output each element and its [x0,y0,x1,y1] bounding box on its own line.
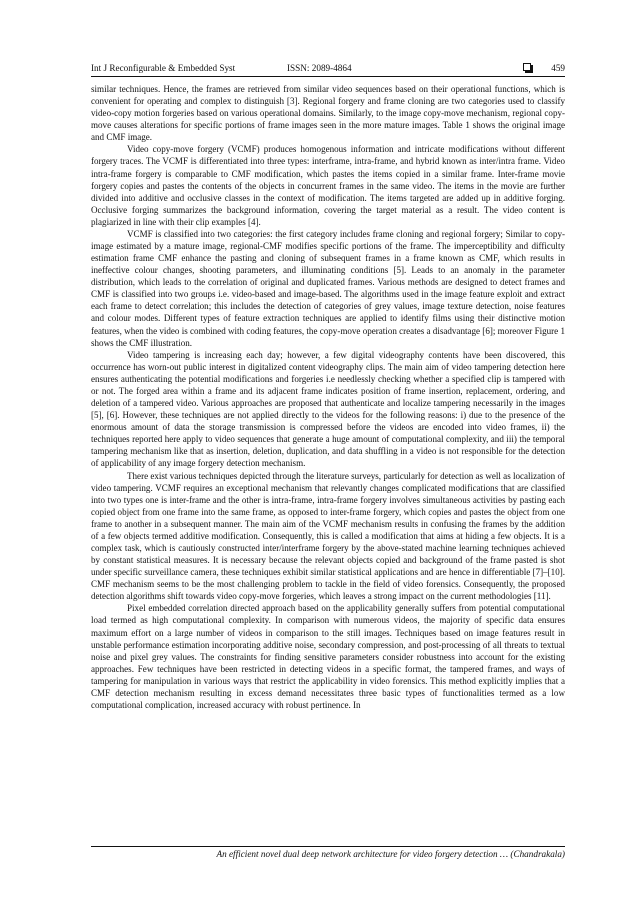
paragraph-1: similar techniques. Hence, the frames are retrieved from similar video sequences based on their operational functions, which is convenient for operating and complex to distinguish [3]. Regional forgery and frame cloning are two categories used to classify video-copy motion forgeries based on various operational domains. Similarly, to the image copy-move mechanism, regional copy-move causes alterations for specific portions of frame images seen in the more mature images. Table 1 shows the original image and CMF image. [91,84,565,143]
paragraph-4: Video tampering is increasing each day; however, a few digital videography contents have been discovered, this occurrence has worn-out public interest in digitalized content videography clips. The main aim of video tampering detection here ensures authenticating the potential modifications and forgeries i.e needlessly checking whether a specified clip is tampered with or not. The forged area within a frame and its adjacent frame indicates position of frame insertion, replacement, ordering, and deletion of a tampered video. Various approaches are proposed that authenticate and localize tampering necessarily in the images [5], [6]. However, these techniques are not applied directly to the videos for the following reasons: i) due to the presence of the enormous amount of data the storage transmission is compressed before the videos are encoded into video frames, ii) the techniques reported here apply to video sequences that generate a huge amount of computational complexity, and iii) the temporal tampering mechanism like that as insertion, deletion, duplication, and data shuffling in a video is not responsible for the detection of applicability of any image forgery detection mechanism. [91,349,565,469]
issn: ISSN: 2089-4864 [287,63,352,73]
running-header [91,61,565,75]
paragraph-5: There exist various techniques depicted through the literature surveys, particularly for detection as well as localization of video tampering. VCMF requires an exceptional mechanism that relevantly changes complicated modifications that are classified into two types one is inter-frame and the other is intra-frame, intra-frame forgery involves simultaneous activities by pasting each copied object from one frame into the same frame, as opposed to inter-frame forgery, which copies and pastes the object from one frame to another in a subsequent manner. The main aim of the VCMF mechanism results in confusing the frames by the addition of a few objects termed additive modification. Consequently, this is called a modification that aims at hiding a few objects. It is a complex task, which is cautiously constructed inter/interframe forgery by the above-stated machine learning techniques achieved by constant statistical measures. It is necessary because the relevant objects copied and background of the frame pasted is shot under specific surveillance camera, these techniques exhibit similar statistical applications and are hence in differentiable [7]–[10]. CMF mechanism seems to be the most challenging problem to tackle in the field of video forensics. Consequently, the proposed detection algorithms shift towards video copy-move forgeries, which leaves a strong impact on the current methodologies [11]. [91,470,565,602]
paragraph-3: VCMF is classified into two categories: the first category includes frame cloning and regional forgery; Similar to copy-image estimated by a mature image, regional-CMF modifies specific portions of the frame. The imperceptibility and difficulty estimation frame CMF enhance the pasting and cloning of subsequent frames in a frame known as CMF, which results in ineffective colour changes, shooting parameters, and illuminating conditions [5]. Leads to an anomaly in the parameter distribution, which leads to the correlation of original and duplicated frames. Various methods are designed to detect frames and CMF is classified into two groups i.e. video-based and image-based. The algorithms used in the image feature exploit and extract each frame to detect correlation; this includes the detection of categories of grey values, image texture detection, noise features and colour modes. Different types of feature extraction techniques are applied to identify films using their distinctive motion features, when the video is combined with coding features, the copy-move operation creates a disadvantage [6]; moreover Figure 1 shows the CMF illustration. [91,228,565,348]
header-rule [91,76,565,77]
footer-rule [91,846,565,847]
journal-name: Int J Reconfigurable & Embedded Syst [91,63,236,73]
running-footer: An efficient novel dual deep network architecture for video forgery detection … (Chandrakala) [216,849,565,859]
paragraph-6: Pixel embedded correlation directed approach based on the applicability generally suffers from potential computational load termed as high computational complexity. In comparison with numerous videos, the majority of specific data ensures maximum effort on a large number of videos in comparison to the still images. Techniques based on image features result in unstable performance estimation incorporating additive noise, secondary compression, and post-processing of all threats to textual noise and pixel grey values. The constraints for finding sensitive parameters consider robustness into account for the existing approaches. Few techniques have been restricted in detecting videos in a specific format, the tampered frames, and ways of tampering for manipulation in various ways that restrict the applicability in video forensics. This method explicitly implies that a CMF detection mechanism resulting in excess demand necessitates three basic types of functionalities termed as a low computational complication, increased accuracy with robust pertinence. In [91,603,565,710]
page-number: 459 [551,63,565,73]
paragraph-2: Video copy-move forgery (VCMF) produces homogenous information and intricate modifications without different forgery traces. The VCMF is differentiated into three types: interframe, intra-frame, and hybrid known as inter/intra frame. Video intra-frame forgery is comparable to CMF modification, which pastes the items copied in a similar frame. Inter-frame movie forgery copies and pastes the contents of the objects in concurrent frames in the same video. The items in the movie are further divided into additive and occlusive classes in the context of modification. The items targeted are added up in additive forging. Occlusive forging summarizes the background information, covering the target material as a result. The video content is plagiarized in line with their clip examples [4]. [91,144,565,227]
checkbox-square-icon [523,63,531,71]
body-text [91,83,565,711]
